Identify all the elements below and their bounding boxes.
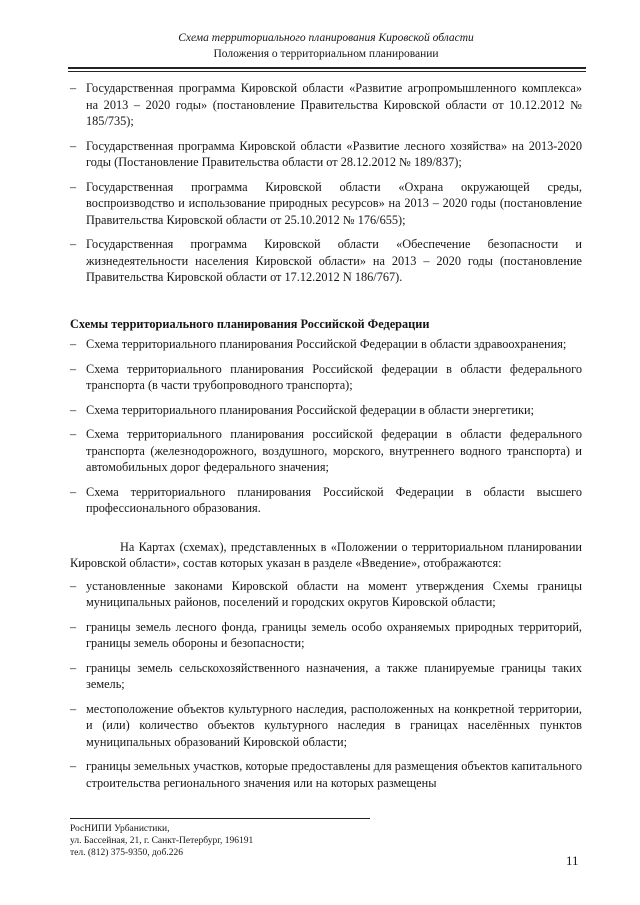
list-dash: – [70,237,77,251]
list-item-text: Государственная программа Кировской области «Охрана окружающей среды, воспроизводство и использование природных ресурсов» на 2013 – 2020 годы (постановление Правительства Кировской области от 25.10.2012 № 176/655); [86,179,582,227]
list-item [70,80,582,130]
list-item [70,138,582,171]
list-item-text: границы земель сельскохозяйственного назначения, а также планируемые границы таких земель; [86,660,582,691]
list-item [70,484,582,517]
header-rule-thin [68,71,586,72]
running-header [66,30,586,62]
list-dash: – [70,138,77,153]
list-dash: – [70,179,77,194]
header-title: Схема территориального планирования Кировской области [178,32,474,44]
footer-address: ул. Бассейная, 21, г. Санкт-Петербург, 196191 [70,836,254,846]
list-item-text: Схема территориального планирования российской федерации в области федерального транспорта (железнодорожного, воздушного, морского, внутреннего водного транспорта) и автомобильных дорог федерального значения; [86,427,582,474]
list-dash: – [70,701,77,716]
list-item [70,336,582,353]
list-item [70,402,582,419]
list-dash: – [70,402,77,417]
list-dash: – [70,81,77,95]
list-dash: – [70,484,77,499]
list-item-text: местоположение объектов культурного наследия, расположенных на конкретной территории, и (или) количество объектов культурного наследия в границах населённых пунктов муниципальных образований Кировской области; [86,701,582,749]
list-dash: – [70,427,77,441]
footer-phone: тел. (812) 375-9350, доб.226 [70,848,184,858]
list-dash: – [70,361,77,376]
list-item-text: Схема территориального планирования Российской федерации в области федерального транспорта (в части трубопроводного транспорта); [86,361,582,392]
maps-list [70,578,582,792]
list-item-text: Государственная программа Кировской области «Обеспечение безопасности и жизнедеятельности населения Кировской области» на 2013 – 2020 годы (постановление Правительства Кировской области от 17.12.2012 N 186/767). [86,237,582,284]
section-heading: Схемы территориального планирования Российской Федерации [70,316,430,331]
list-item-text: границы земель лесного фонда, границы земель особо охраняемых природных территорий, границы земель обороны и безопасности; [86,619,582,650]
header-rule-thick [68,67,586,69]
list-item-text: Государственная программа Кировской области «Развитие лесного хозяйства» на 2013-2020 годы (Постановление Правительства области от 28.12.2012 № 189/837); [86,138,582,169]
list-item [70,236,582,286]
page-footer [70,818,370,859]
list-item [70,179,582,229]
list-item-text: границы земельных участков, которые предоставлены для размещения объектов капитального строительства регионального значения или на которых размещены [86,759,582,790]
list-dash: – [70,578,77,593]
list-dash: – [70,759,77,773]
list-item-text: установленные законами Кировской области на момент утверждения Схемы границы муниципальных районов, поселений и городских округов Кировской области; [86,578,582,609]
list-item [70,619,582,652]
list-item [70,578,582,611]
maps-paragraph: На Картах (схемах), представленных в «Положении о территориальном планировании Кировской области», состав которых указан в разделе «Введение», отображаются: [70,539,582,570]
page-number: 11 [566,853,579,868]
list-item [70,426,582,476]
page-body [70,80,582,799]
list-item [70,361,582,394]
footer-org: РосНИПИ Урбанистики, [70,824,170,834]
list-dash: – [70,660,77,675]
header-subtitle: Положения о территориальном планировании [213,48,439,60]
list-item-text: Схема территориального планирования Российской Федерации в области здравоохранения; [86,337,567,351]
list-item [70,660,582,693]
list-item [70,758,582,791]
schemes-list [70,336,582,517]
list-item-text: Схема территориального планирования Российской федерации в области энергетики; [86,402,535,417]
list-item [70,701,582,751]
list-item-text: Государственная программа Кировской области «Развитие агропромышленного комплекса» на 2013 – 2020 годы» (постановление Правительства Кировской области от 10.12.2012 № 185/735); [86,81,582,128]
list-item-text: Схема территориального планирования Российской Федерации в области высшего профессионального образования. [86,484,582,515]
programs-list [70,80,582,286]
list-dash: – [70,337,77,351]
list-dash: – [70,619,77,634]
